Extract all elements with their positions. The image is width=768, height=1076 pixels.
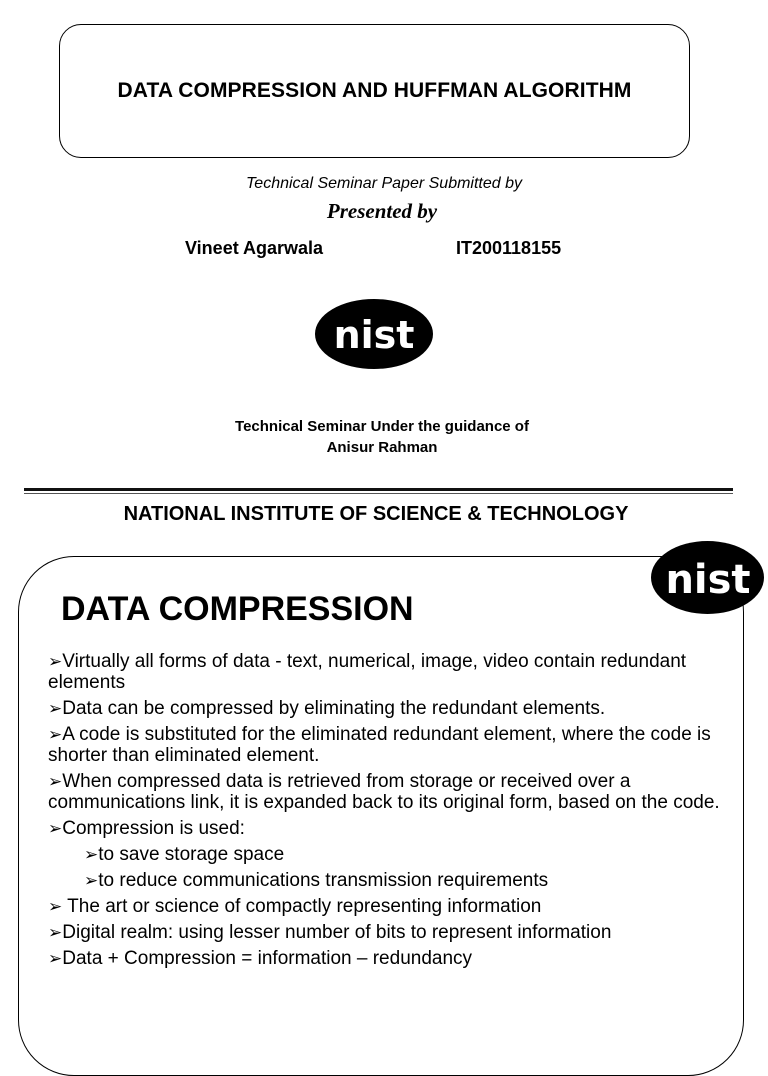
bullet-text: The art or science of compactly representing information	[62, 896, 542, 917]
student-name: Vineet Agarwala	[185, 238, 324, 258]
submitted-by-text: Technical Seminar Paper Submitted by	[246, 175, 522, 192]
bullet-item	[48, 922, 748, 943]
bullet-text: to save storage space	[98, 844, 285, 865]
bullet-item	[48, 818, 748, 839]
nist-logo	[315, 299, 433, 369]
arrow-bullet-icon: ➢	[48, 923, 63, 942]
arrow-bullet-icon: ➢	[48, 652, 63, 671]
arrow-bullet-icon: ➢	[48, 897, 63, 916]
bullet-text: When compressed data is retrieved from storage or received over a communications link, it is expanded back to its original form, based on the code.	[48, 771, 720, 813]
guidance-block	[0, 416, 764, 458]
presented-by-heading: Presented by	[326, 199, 438, 223]
institute-name: NATIONAL INSTITUTE OF SCIENCE & TECHNOLOGY	[123, 503, 629, 525]
bullet-item	[48, 771, 748, 813]
arrow-bullet-icon: ➢	[84, 845, 99, 864]
bullet-text: A code is substituted for the eliminated redundant element, where the code is shorter than eliminated element.	[48, 724, 711, 766]
arrow-bullet-icon: ➢	[84, 871, 99, 890]
sub-bullet-item	[48, 844, 748, 865]
bullet-text: to reduce communications transmission requirements	[98, 870, 549, 891]
slide-heading: DATA COMPRESSION	[61, 590, 414, 628]
divider-thin	[24, 493, 733, 494]
sub-bullet-item	[48, 870, 748, 891]
divider-thick	[24, 488, 733, 491]
student-reg-no: IT200118155	[456, 238, 562, 258]
nist-logo-slide	[651, 541, 764, 614]
nist-logo-mark	[328, 312, 420, 356]
guidance-line: Technical Seminar Under the guidance of	[235, 418, 529, 435]
arrow-bullet-icon: ➢	[48, 725, 63, 744]
title-box	[59, 24, 690, 158]
guide-name: Anisur Rahman	[326, 439, 438, 456]
bullet-text: Compression is used:	[62, 818, 245, 839]
svg-text:nist: nist	[333, 313, 415, 356]
arrow-bullet-icon: ➢	[48, 772, 63, 791]
document-title: DATA COMPRESSION AND HUFFMAN ALGORITHM	[117, 79, 632, 102]
bullet-list	[48, 651, 748, 974]
bullet-text: Virtually all forms of data - text, numerical, image, video contain redundant elements	[48, 651, 687, 693]
bullet-item	[48, 896, 748, 917]
arrow-bullet-icon: ➢	[48, 699, 63, 718]
bullet-item	[48, 651, 748, 693]
nist-logo-slide-mark	[663, 555, 753, 601]
svg-text:nist: nist	[664, 556, 751, 601]
bullet-text: Data + Compression = information – redundancy	[62, 948, 473, 969]
bullet-item	[48, 948, 748, 969]
bullet-item	[48, 724, 748, 766]
bullet-text: Data can be compressed by eliminating the redundant elements.	[62, 698, 606, 719]
bullet-text: Digital realm: using lesser number of bits to represent information	[62, 922, 612, 943]
arrow-bullet-icon: ➢	[48, 949, 63, 968]
bullet-item	[48, 698, 748, 719]
arrow-bullet-icon: ➢	[48, 819, 63, 838]
